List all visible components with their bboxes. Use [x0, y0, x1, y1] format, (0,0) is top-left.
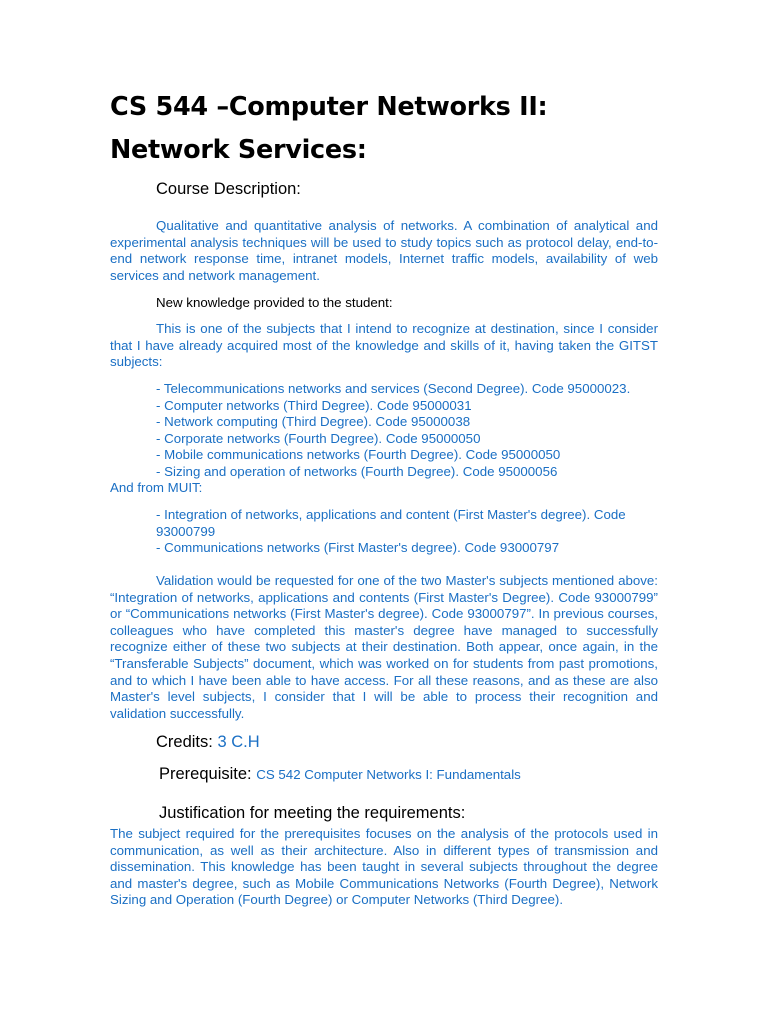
muit-label: And from MUIT:: [110, 480, 203, 495]
prerequisite-line: [159, 764, 521, 785]
title-line-2: Network Services:: [110, 135, 367, 165]
list-item: - Integration of networks, applications and content (First Master's degree). Code 93000799: [156, 507, 626, 539]
credits-value: 3 C.H: [217, 733, 260, 751]
course-description-text: Qualitative and quantitative analysis of networks. A combination of analytical and experimental analysis techniques will be used to study topics such as protocol delay, end-to-end network response time, intranet models, Internet traffic models, availability of web services and network management.: [110, 218, 658, 283]
course-description-heading: Course Description:: [156, 180, 301, 198]
list-item: - Telecommunications networks and services (Second Degree). Code 95000023.: [156, 381, 631, 396]
prerequisite-value: CS 542 Computer Networks I: Fundamentals: [256, 767, 521, 782]
justification-heading: Justification for meeting the requirements:: [159, 804, 466, 822]
list-item: - Communications networks (First Master's degree). Code 93000797: [156, 540, 560, 556]
prerequisite-label: Prerequisite:: [159, 765, 252, 783]
knowledge-intro-text: This is one of the subjects that I intend to recognize at destination, since I consider that I have already acquired most of the knowledge and skills of it, having taken the GITST subjects:: [110, 321, 658, 370]
new-knowledge-label: New knowledge provided to the student:: [156, 295, 393, 310]
document-title: [110, 86, 670, 172]
muit-subjects-list: [156, 507, 658, 557]
credits-line: [156, 732, 260, 752]
list-item: - Sizing and operation of networks (Fourth Degree). Code 95000056: [156, 463, 558, 479]
gitst-subjects-list: [156, 381, 658, 481]
list-item: - Computer networks (Third Degree). Code 95000031: [156, 397, 472, 413]
validation-text: Validation would be requested for one of the two Master's subjects mentioned above: “Integration of networks, applications and contents (First Master's Degree). Code 93000799” or “Communications networks (First Master's degree). Code 93000797”. In previous courses, colleagues who have completed this master's degree have managed to successfully recognize either of these two subjects at their destination. Both appear, once again, in the “Transferable Subjects” document, which was worked on for students from past promotions, and to which I have been able to have access. For all these reasons, and as these are also Master's level subjects, I consider that I will be able to process their recognition and validation successfully.: [110, 573, 658, 721]
credits-label: Credits:: [156, 733, 213, 751]
title-line-1: CS 544 –Computer Networks II:: [110, 92, 548, 122]
justification-text: The subject required for the prerequisites focuses on the analysis of the protocols used in communication, as well as their architecture. Also in different types of transmission and dissemination. This knowledge has been taught in several subjects throughout the degree and master's degree, such as Mobile Communications Networks (Fourth Degree), Network Sizing and Operation (Fourth Degree) or Computer Networks (Third Degree).: [110, 826, 658, 908]
list-item: - Corporate networks (Fourth Degree). Code 95000050: [156, 430, 481, 446]
list-item: - Mobile communications networks (Fourth Degree). Code 95000050: [156, 447, 561, 463]
list-item: - Network computing (Third Degree). Code 95000038: [156, 414, 471, 430]
